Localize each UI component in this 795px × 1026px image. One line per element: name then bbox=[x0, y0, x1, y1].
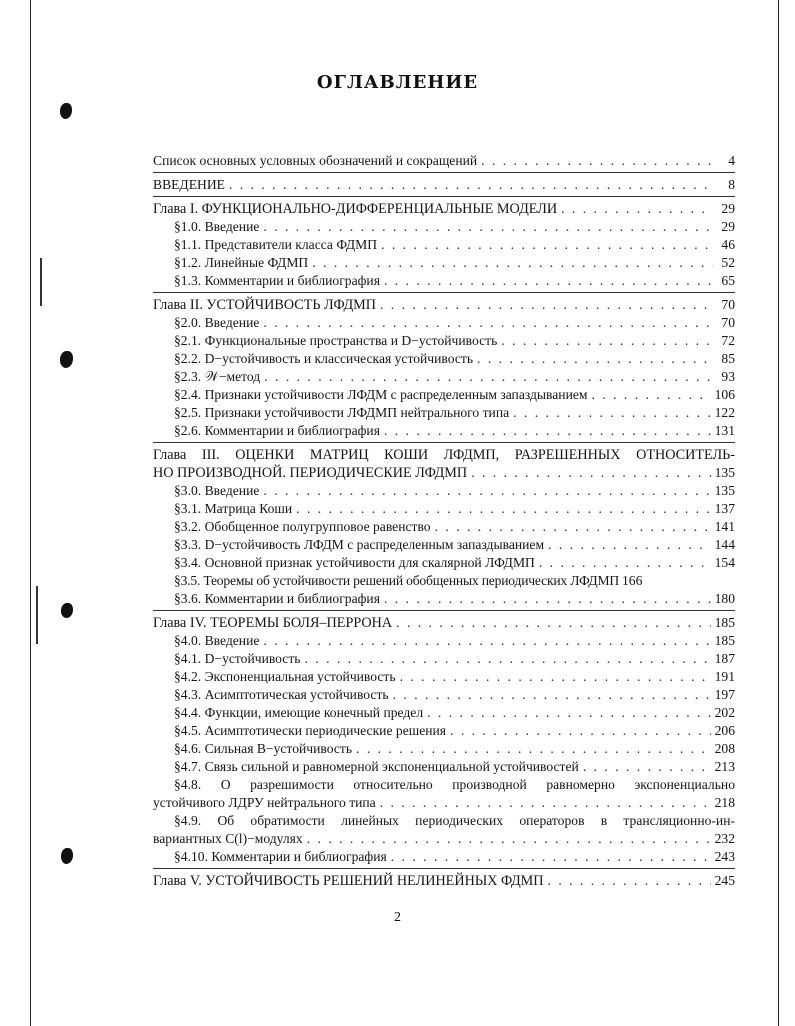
toc-page-number: 154 bbox=[714, 555, 735, 570]
toc-section[interactable] bbox=[153, 740, 735, 758]
section-title: §3.4. Основной признак устойчивости для скалярной ЛФДМП bbox=[174, 555, 535, 570]
toc-page-number: 202 bbox=[714, 705, 735, 720]
toc-section[interactable] bbox=[153, 500, 735, 518]
toc-page-number: 106 bbox=[714, 387, 735, 402]
dot-leader bbox=[229, 176, 713, 194]
dot-leader bbox=[296, 500, 710, 518]
page-title: ОГЛАВЛЕНИЕ bbox=[316, 72, 479, 93]
toc-page-number: 29 bbox=[721, 219, 735, 234]
page-number: 2 bbox=[394, 910, 401, 925]
scan-edge-left bbox=[30, 0, 31, 1026]
toc-section-4-8[interactable] bbox=[153, 794, 735, 812]
dot-leader bbox=[592, 386, 711, 404]
dot-leader bbox=[481, 152, 713, 170]
section-title: §2.4. Признаки устойчивости ЛФДМ с распределенным запаздыванием bbox=[174, 387, 588, 402]
dot-leader bbox=[435, 518, 711, 536]
section-title: §3.2. Обобщенное полугрупповое равенство bbox=[174, 519, 431, 534]
toc-page-number: 46 bbox=[721, 237, 735, 252]
toc-section[interactable] bbox=[153, 590, 735, 608]
toc-entry-introduction[interactable] bbox=[153, 176, 735, 194]
dot-leader bbox=[304, 650, 710, 668]
toc-section[interactable] bbox=[153, 236, 735, 254]
dot-leader bbox=[263, 314, 713, 332]
toc-section[interactable] bbox=[153, 686, 735, 704]
toc-section[interactable] bbox=[153, 554, 735, 572]
chapter-title: Глава II. УСТОЙЧИВОСТЬ ЛФДМП bbox=[153, 297, 376, 313]
toc-page-number: 197 bbox=[714, 687, 735, 702]
divider bbox=[153, 868, 735, 869]
ink-blot bbox=[61, 603, 73, 618]
toc-section[interactable] bbox=[153, 350, 735, 368]
section-title: §4.6. Сильная B−устойчивость bbox=[174, 741, 353, 756]
dot-leader bbox=[391, 848, 711, 866]
toc-page-number: 245 bbox=[714, 873, 735, 888]
toc-page-number: 243 bbox=[714, 849, 735, 864]
section-title: вариантных C(l)−модулях bbox=[153, 831, 303, 846]
toc-section[interactable] bbox=[153, 254, 735, 272]
toc-section[interactable] bbox=[153, 704, 735, 722]
toc-section[interactable] bbox=[153, 332, 735, 350]
toc-page-number: 65 bbox=[721, 273, 735, 288]
toc-page-number: 218 bbox=[714, 795, 735, 810]
section-title: §4.1. D−устойчивость bbox=[174, 651, 301, 666]
divider bbox=[153, 292, 735, 293]
dot-leader bbox=[263, 632, 710, 650]
dot-leader bbox=[384, 590, 711, 608]
toc-page-number: 52 bbox=[721, 255, 735, 270]
toc-page-number: 166 bbox=[621, 573, 643, 588]
toc-page-number: 185 bbox=[714, 633, 735, 648]
toc-section[interactable] bbox=[153, 632, 735, 650]
toc-entry-label: Список основных условных обозначений и сокращений bbox=[153, 153, 478, 168]
toc-chapter-5[interactable] bbox=[153, 872, 735, 890]
chapter-title: НО ПРОИЗВОДНОЙ. ПЕРИОДИЧЕСКИЕ ЛФДМП bbox=[153, 465, 468, 481]
toc-page-number: 206 bbox=[714, 723, 735, 738]
toc-section[interactable] bbox=[153, 668, 735, 686]
section-title: §2.2. D−устойчивость и классическая устойчивость bbox=[174, 351, 474, 366]
toc-section[interactable] bbox=[153, 218, 735, 236]
toc-section[interactable] bbox=[153, 422, 735, 440]
toc-section[interactable] bbox=[153, 848, 735, 866]
toc-chapter-3[interactable] bbox=[153, 464, 735, 482]
section-title: §1.3. Комментарии и библиография bbox=[174, 273, 380, 288]
toc-entry-symbols[interactable] bbox=[153, 152, 735, 170]
toc-page-number: 191 bbox=[714, 669, 735, 684]
ink-blot bbox=[60, 103, 72, 119]
dot-leader bbox=[263, 482, 710, 500]
chapter-title: Глава V. УСТОЙЧИВОСТЬ РЕШЕНИЙ НЕЛИНЕЙНЫХ ФДМП bbox=[153, 873, 544, 889]
section-title: §4.7. Связь сильной и равномерной экспоненциальной устойчивостей bbox=[174, 759, 579, 774]
toc-page-number: 213 bbox=[714, 759, 735, 774]
dot-leader bbox=[384, 272, 713, 290]
dot-leader bbox=[263, 218, 713, 236]
toc-page-number: 137 bbox=[714, 501, 735, 516]
section-title: §1.2. Линейные ФДМП bbox=[174, 255, 309, 270]
toc-page-number: 29 bbox=[721, 201, 735, 216]
dot-leader bbox=[450, 722, 711, 740]
section-title: §3.5. Теоремы об устойчивости решений обобщенных периодических ЛФДМП bbox=[174, 573, 619, 588]
section-title: §4.3. Асимптотическая устойчивость bbox=[174, 687, 389, 702]
toc-section[interactable] bbox=[153, 272, 735, 290]
divider bbox=[153, 172, 735, 173]
section-title: §4.5. Асимптотически периодические решения bbox=[174, 723, 447, 738]
divider bbox=[153, 196, 735, 197]
dot-leader bbox=[381, 236, 713, 254]
section-title: §3.6. Комментарии и библиография bbox=[174, 591, 380, 606]
dot-leader bbox=[400, 668, 711, 686]
section-title: §3.0. Введение bbox=[174, 483, 260, 498]
toc-page-number: 70 bbox=[721, 315, 735, 330]
toc-page-number: 72 bbox=[721, 333, 735, 348]
dot-leader bbox=[380, 794, 711, 812]
section-title: §4.10. Комментарии и библиография bbox=[174, 849, 387, 864]
dot-leader bbox=[513, 404, 710, 422]
dot-leader bbox=[471, 464, 710, 482]
toc-section[interactable] bbox=[153, 386, 735, 404]
toc-entry-label: ВВЕДЕНИЕ bbox=[153, 177, 225, 192]
toc-section[interactable] bbox=[153, 314, 735, 332]
section-title: §2.1. Функциональные пространства и D−устойчивость bbox=[174, 333, 498, 348]
dot-leader bbox=[384, 422, 711, 440]
dot-leader bbox=[477, 350, 713, 368]
toc-section-4-9[interactable] bbox=[153, 830, 735, 848]
toc-chapter-1[interactable] bbox=[153, 200, 735, 218]
scan-edge-right bbox=[778, 0, 779, 1026]
dot-leader bbox=[356, 740, 711, 758]
toc-section-4-8-line1[interactable]: §4.8. О разрешимости относительно производной равномерно экспоненциально bbox=[174, 777, 735, 792]
toc-page-number: 122 bbox=[714, 405, 735, 420]
section-title: устойчивого ЛДРУ нейтрального типа bbox=[153, 795, 376, 810]
dot-leader bbox=[396, 614, 710, 632]
toc-section[interactable] bbox=[153, 572, 735, 590]
ink-blot bbox=[60, 351, 73, 368]
toc-page-number: 232 bbox=[714, 831, 735, 846]
toc-page-number: 85 bbox=[721, 351, 735, 366]
dot-leader bbox=[312, 254, 713, 272]
divider bbox=[153, 610, 735, 611]
section-title: §3.1. Матрица Коши bbox=[174, 501, 293, 516]
section-title: §1.1. Представители класса ФДМП bbox=[174, 237, 378, 252]
scan-mark bbox=[40, 258, 42, 306]
divider bbox=[153, 442, 735, 443]
toc-section[interactable] bbox=[153, 482, 735, 500]
dot-leader bbox=[583, 758, 711, 776]
section-title: §2.3. 𝒲−метод bbox=[174, 369, 261, 384]
section-title: §1.0. Введение bbox=[174, 219, 260, 234]
toc-page-number: 180 bbox=[714, 591, 735, 606]
chapter-title: Глава I. ФУНКЦИОНАЛЬНО-ДИФФЕРЕНЦИАЛЬНЫЕ МОДЕЛИ bbox=[153, 201, 558, 217]
ink-blot bbox=[61, 848, 73, 864]
dot-leader bbox=[307, 830, 711, 848]
toc-page-number: 208 bbox=[714, 741, 735, 756]
toc-page-number: 8 bbox=[728, 177, 735, 192]
section-title: §2.5. Признаки устойчивости ЛФДМП нейтрального типа bbox=[174, 405, 510, 420]
toc-page-number: 144 bbox=[714, 537, 735, 552]
toc-section[interactable] bbox=[153, 404, 735, 422]
toc-section[interactable] bbox=[153, 518, 735, 536]
toc-page-number: 70 bbox=[721, 297, 735, 312]
toc-page-number: 93 bbox=[721, 369, 735, 384]
toc-section[interactable] bbox=[153, 368, 735, 386]
section-title: §3.3. D−устойчивость ЛФДМ с распределенным запаздыванием bbox=[174, 537, 545, 552]
chapter-title: Глава IV. ТЕОРЕМЫ БОЛЯ–ПЕРРОНА bbox=[153, 615, 393, 631]
section-title: §4.4. Функции, имеющие конечный предел bbox=[174, 705, 424, 720]
dot-leader bbox=[548, 872, 711, 890]
dot-leader bbox=[561, 200, 713, 218]
toc-page-number: 135 bbox=[714, 483, 735, 498]
toc-page-number: 141 bbox=[714, 519, 735, 534]
toc-page-number: 135 bbox=[714, 465, 735, 480]
toc-section[interactable] bbox=[153, 722, 735, 740]
dot-leader bbox=[501, 332, 713, 350]
toc-chapter-2[interactable] bbox=[153, 296, 735, 314]
toc-section[interactable] bbox=[153, 650, 735, 668]
dot-leader bbox=[548, 536, 711, 554]
dot-leader bbox=[539, 554, 711, 572]
toc-page-number: 4 bbox=[728, 153, 735, 168]
table-of-contents bbox=[153, 152, 735, 890]
toc-section[interactable] bbox=[153, 536, 735, 554]
section-title: §4.2. Экспоненциальная устойчивость bbox=[174, 669, 396, 684]
dot-leader bbox=[264, 368, 713, 386]
section-title: §2.6. Комментарии и библиография bbox=[174, 423, 380, 438]
toc-page-number: 185 bbox=[714, 615, 735, 630]
section-title: §4.0. Введение bbox=[174, 633, 260, 648]
toc-page-number: 187 bbox=[714, 651, 735, 666]
dot-leader bbox=[427, 704, 710, 722]
scan-mark bbox=[36, 586, 38, 644]
dot-leader bbox=[380, 296, 713, 314]
toc-section[interactable] bbox=[153, 758, 735, 776]
section-title: §2.0. Введение bbox=[174, 315, 260, 330]
toc-chapter-4[interactable] bbox=[153, 614, 735, 632]
dot-leader bbox=[393, 686, 711, 704]
toc-section-4-9-line1[interactable]: §4.9. Об обратимости линейных периодических операторов в трансляционно-ин- bbox=[174, 813, 735, 828]
toc-page-number: 131 bbox=[714, 423, 735, 438]
toc-chapter-3-line1[interactable]: Глава III. ОЦЕНКИ МАТРИЦ КОШИ ЛФДМП, РАЗРЕШЕННЫХ ОТНОСИТЕЛЬ- bbox=[153, 447, 735, 463]
